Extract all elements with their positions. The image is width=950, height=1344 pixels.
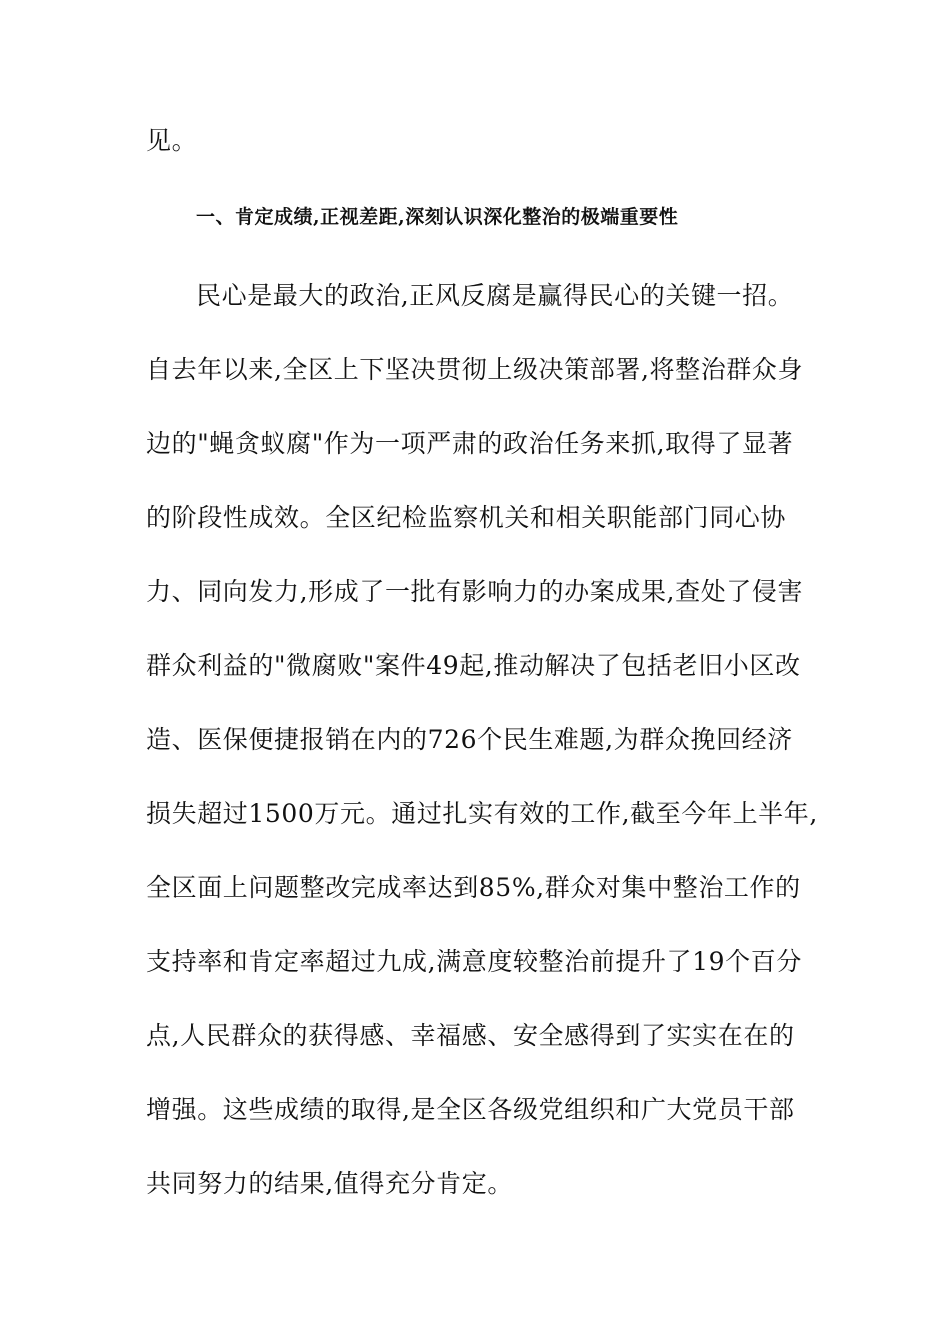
text-line: 见。 [146, 126, 198, 155]
paragraph-line: 的阶段性成效。全区纪检监察机关和相关职能部门同心协 [146, 503, 787, 532]
section-heading: 一、肯定成绩,正视差距,深刻认识深化整治的极端重要性 [196, 206, 679, 228]
paragraph-line: 群众利益的"微腐败"案件49起,推动解决了包括老旧小区改 [146, 651, 801, 680]
paragraph-line: 自去年以来,全区上下坚决贯彻上级决策部署,将整治群众身 [146, 355, 804, 384]
paragraph-line: 支持率和肯定率超过九成,满意度较整治前提升了19个百分 [146, 947, 802, 976]
paragraph-line: 点,人民群众的获得感、幸福感、安全感得到了实实在在的 [146, 1021, 795, 1050]
paragraph-line: 边的"蝇贪蚁腐"作为一项严肃的政治任务来抓,取得了显著 [146, 429, 794, 458]
paragraph-line: 损失超过1500万元。通过扎实有效的工作,截至今年上半年, [146, 799, 818, 828]
paragraph-line: 民心是最大的政治,正风反腐是赢得民心的关键一招。 [196, 281, 794, 310]
paragraph-line: 力、同向发力,形成了一批有影响力的办案成果,查处了侵害 [146, 577, 804, 606]
paragraph-line: 增强。这些成绩的取得,是全区各级党组织和广大党员干部 [146, 1095, 795, 1124]
paragraph-line: 全区面上问题整改完成率达到85%,群众对集中整治工作的 [146, 873, 801, 902]
paragraph-line: 造、医保便捷报销在内的726个民生难题,为群众挽回经济 [146, 725, 793, 754]
paragraph-line: 共同努力的结果,值得充分肯定。 [146, 1169, 513, 1198]
